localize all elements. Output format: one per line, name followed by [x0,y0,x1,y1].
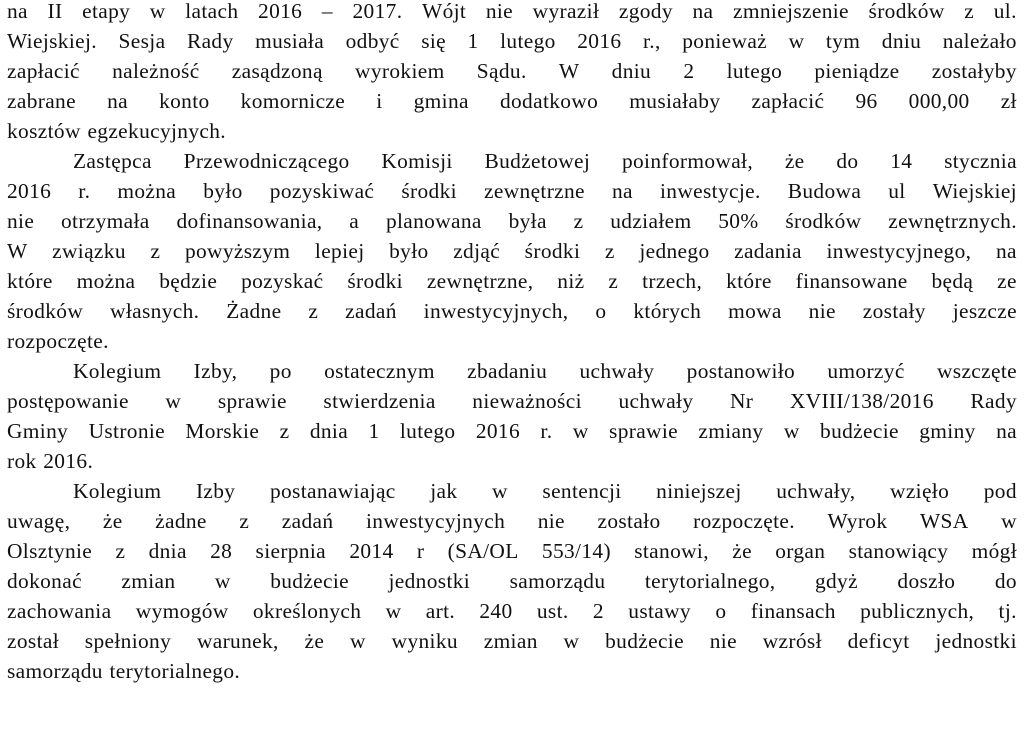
text-line: zachowania wymogów określonych w art. 240 ust. 2 ustawy o finansach publicznych, tj. [7,599,1017,623]
text-line: dokonać zmian w budżecie jednostki samorządu terytorialnego, gdyż doszło do [7,569,1017,593]
text-line: zapłacić należność zasądzoną wyrokiem Sądu. W dniu 2 lutego pieniądze zostałyby [7,59,1017,83]
text-line: kosztów egzekucyjnych. [7,119,226,143]
text-line: środków własnych. Żadne z zadań inwestycyjnych, o których mowa nie zostały jeszcze [7,299,1017,323]
text-line: 2016 r. można było pozyskiwać środki zewnętrzne na inwestycje. Budowa ul Wiejskiej [7,179,1017,203]
paragraph-first-line: Zastępca Przewodniczącego Komisji Budżetowej poinformował, że do 14 stycznia [73,149,1017,173]
text-line: rozpoczęte. [7,329,109,353]
paragraph-first-line: Kolegium Izby, po ostatecznym zbadaniu uchwały postanowiło umorzyć wszczęte [73,359,1017,383]
text-line: zabrane na konto komornicze i gmina dodatkowo musiałaby zapłacić 96 000,00 zł [7,89,1017,113]
paragraph-first-line: Kolegium Izby postanawiając jak w sentencji niniejszej uchwały, wzięło pod [73,479,1017,503]
text-line: samorządu terytorialnego. [7,659,241,683]
text-line: uwagę, że żadne z zadań inwestycyjnych nie zostało rozpoczęte. Wyrok WSA w [7,509,1017,533]
text-line: postępowanie w sprawie stwierdzenia nieważności uchwały Nr XVIII/138/2016 Rady [7,389,1017,413]
text-line: które można będzie pozyskać środki zewnętrzne, niż z trzech, które finansowane będą ze [7,269,1017,293]
text-line: Gminy Ustronie Morskie z dnia 1 lutego 2016 r. w sprawie zmiany w budżecie gminy na [7,419,1017,443]
text-line: rok 2016. [7,449,94,473]
text-line: został spełniony warunek, że w wyniku zmian w budżecie nie wzrósł deficyt jednostki [7,629,1017,653]
text-line: W związku z powyższym lepiej było zdjąć środki z jednego zadania inwestycyjnego, na [7,239,1017,263]
text-line: nie otrzymała dofinansowania, a planowana była z udziałem 50% środków zewnętrznych. [7,209,1017,233]
text-line: Wiejskiej. Sesja Rady musiała odbyć się 1 lutego 2016 r., ponieważ w tym dniu należało [7,29,1017,53]
text-line: na II etapy w latach 2016 – 2017. Wójt nie wyraził zgody na zmniejszenie środków z ul. [7,0,1017,23]
text-line: Olsztynie z dnia 28 sierpnia 2014 r (SA/OL 553/14) stanowi, że organ stanowiący mógł [7,539,1017,563]
